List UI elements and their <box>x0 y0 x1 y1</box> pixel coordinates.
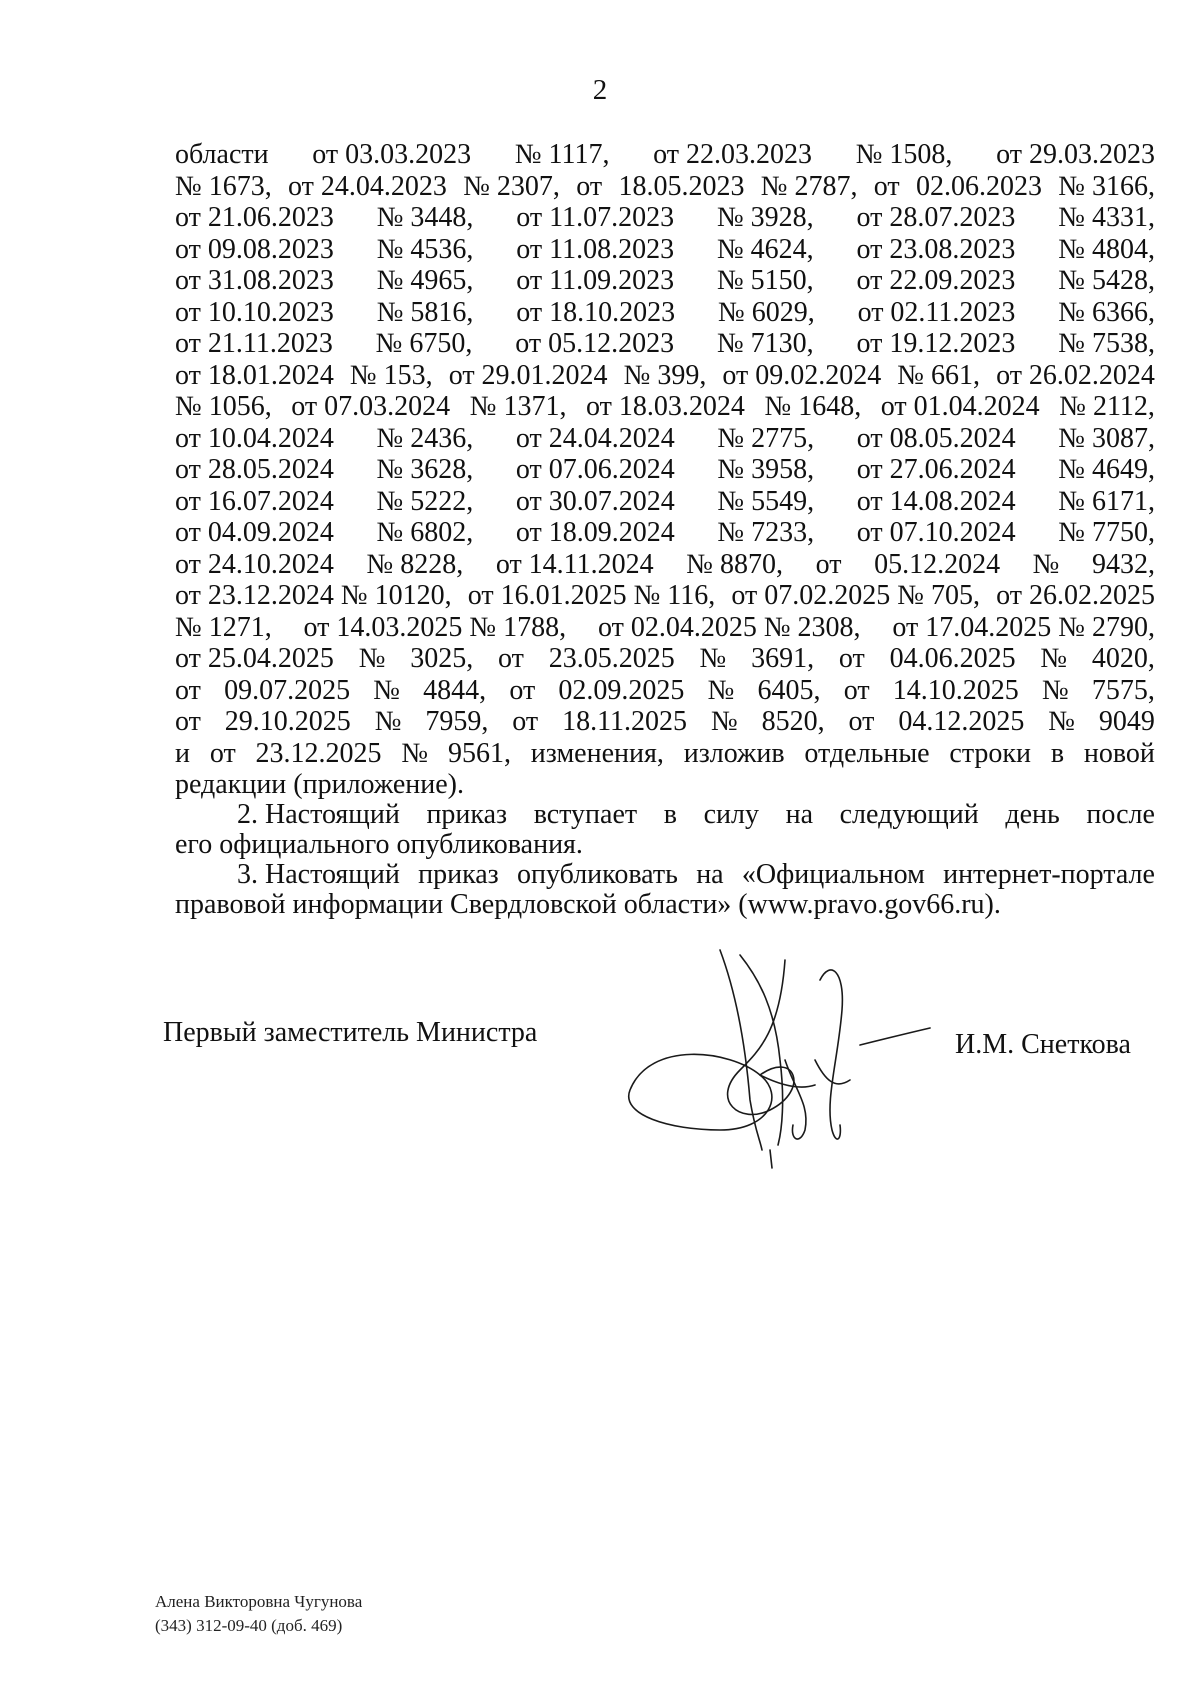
paragraph-word: день <box>1005 799 1060 830</box>
body-word: № 7538, <box>1058 328 1155 359</box>
paragraph-word: приказ <box>426 799 508 830</box>
body-word: № <box>699 643 727 674</box>
body-word: от <box>498 643 524 674</box>
body-word: 02.09.2025 <box>558 675 685 706</box>
executor-name: Алена Викторовна Чугунова <box>155 1592 363 1611</box>
paragraph-word: на <box>785 799 813 830</box>
body-word: № 4331, <box>1058 202 1155 233</box>
body-line <box>175 579 1155 613</box>
body-word: № 6802, <box>376 517 474 548</box>
body-line <box>175 516 1155 550</box>
body-word: области <box>175 139 269 170</box>
body-word: от 22.03.2023 <box>653 139 813 170</box>
body-word: и <box>175 738 190 769</box>
body-word: от 03.03.2023 <box>312 139 472 170</box>
body-word: от 09.02.2024 <box>722 360 882 391</box>
body-line <box>175 611 1155 645</box>
body-word: от 05.12.2023 <box>515 328 675 359</box>
paragraph-word: 2. Настоящий <box>237 799 400 830</box>
body-line <box>175 327 1155 361</box>
body-word: от 07.03.2024 <box>291 391 451 422</box>
body-word: 8520, <box>761 706 825 737</box>
body-word: от 16.01.2025 № 116, <box>467 580 716 611</box>
body-word: № 3166, <box>1058 171 1155 202</box>
body-word: от 30.07.2024 <box>515 486 675 517</box>
body-word: № <box>707 675 735 706</box>
body-word: 3025, <box>410 643 474 674</box>
body-word: от 26.02.2024 <box>996 360 1155 391</box>
body-word: новой <box>1083 738 1155 769</box>
body-word: от 10.04.2024 <box>175 423 334 454</box>
body-word: 3691, <box>751 643 815 674</box>
body-word: № 1508, <box>855 139 953 170</box>
body-word: от 24.04.2024 <box>515 423 675 454</box>
body-word: № 2112, <box>1059 391 1155 422</box>
paragraph-word: приказ <box>418 859 499 890</box>
body-word: № 2775, <box>717 423 815 454</box>
paragraph-3-line-2: правовой информации Свердловской области» (www.pravo.gov66.ru). <box>175 889 1001 920</box>
body-word: 7959, <box>425 706 489 737</box>
body-word: от 01.04.2024 <box>880 391 1040 422</box>
body-word: № 2307, <box>463 171 560 202</box>
body-word: от 23.12.2024 № 10120, <box>175 580 452 611</box>
body-word: от 18.10.2023 <box>516 297 676 328</box>
body-line <box>175 296 1155 330</box>
body-word: от 16.07.2024 <box>175 486 334 517</box>
body-word: № 661, <box>897 360 981 391</box>
body-word: от <box>175 675 201 706</box>
body-line <box>175 674 1155 708</box>
body-word: от 04.09.2024 <box>175 517 334 548</box>
body-word: № 6171, <box>1058 486 1155 517</box>
body-word: № 8870, <box>686 549 783 580</box>
body-word: от <box>848 706 875 737</box>
body-word: 04.12.2025 <box>898 706 1025 737</box>
body-word: от <box>512 706 539 737</box>
body-word: № 4624, <box>716 234 814 265</box>
body-line <box>175 485 1155 519</box>
signer-title: Первый заместитель Министра <box>163 1017 538 1048</box>
body-word: № 5150, <box>716 265 814 296</box>
body-line <box>175 138 1155 172</box>
body-word: от 28.05.2024 <box>175 454 334 485</box>
body-word: 18.05.2023 <box>618 171 745 202</box>
body-word: № 5816, <box>376 297 474 328</box>
body-word: от 02.04.2025 № 2308, <box>597 612 861 643</box>
body-line <box>175 642 1155 676</box>
body-word: 4020, <box>1091 643 1155 674</box>
paragraph-word: после <box>1086 799 1155 830</box>
body-word: от 18.09.2024 <box>515 517 675 548</box>
paragraph-word: «Официальном <box>741 859 925 890</box>
body-word: № 4804, <box>1058 234 1155 265</box>
body-word: от <box>175 706 201 737</box>
body-word: № 6750, <box>375 328 473 359</box>
body-word: № 5428, <box>1058 265 1155 296</box>
body-word: № 1271, <box>175 612 272 643</box>
body-word: от <box>209 738 236 769</box>
body-word: № 3448, <box>376 202 474 233</box>
body-word: от 26.02.2025 <box>996 580 1155 611</box>
body-word: от 17.04.2025 № 2790, <box>892 612 1155 643</box>
body-line <box>175 264 1155 298</box>
body-line <box>175 548 1155 582</box>
body-word: от 11.09.2023 <box>516 265 675 296</box>
body-word: № 7130, <box>716 328 814 359</box>
body-word: № <box>1041 675 1069 706</box>
body-word: от 11.08.2023 <box>516 234 675 265</box>
body-word: от 14.08.2024 <box>856 486 1016 517</box>
body-word: № 5222, <box>376 486 474 517</box>
body-word: № 7750, <box>1058 517 1155 548</box>
body-word: от 27.06.2024 <box>856 454 1016 485</box>
body-word: 9049 <box>1098 706 1155 737</box>
paragraph-3-line-1 <box>237 858 1155 892</box>
body-word: 14.10.2025 <box>892 675 1019 706</box>
paragraph-word: вступает <box>533 799 638 830</box>
body-word: от 08.05.2024 <box>856 423 1016 454</box>
body-word: № 2436, <box>376 423 474 454</box>
body-word: от 18.03.2024 <box>586 391 745 422</box>
paragraph-word: 3. Настоящий <box>237 859 400 890</box>
body-word: № 1117, <box>514 139 610 170</box>
body-word: № 3628, <box>376 454 474 485</box>
body-word: 04.06.2025 <box>889 643 1016 674</box>
body-word: от <box>815 549 842 580</box>
body-word: № 4965, <box>376 265 474 296</box>
body-word: от 07.10.2024 <box>856 517 1016 548</box>
paragraph-word: опубликовать <box>517 859 678 890</box>
paragraph-2-line-2: его официального опубликования. <box>175 829 583 860</box>
body-word: № <box>1048 706 1075 737</box>
body-word: № <box>1040 643 1068 674</box>
body-word: № <box>358 643 386 674</box>
body-word: в <box>1050 738 1065 769</box>
body-word: № <box>373 675 400 706</box>
body-word: № <box>710 706 738 737</box>
body-word: от 19.12.2023 <box>856 328 1016 359</box>
body-word: изменения, <box>530 738 664 769</box>
signer-name: И.М. Снеткова <box>955 1029 1131 1060</box>
body-word: 02.06.2023 <box>915 171 1042 202</box>
executor-phone: (343) 312-09-40 (доб. 469) <box>155 1616 343 1635</box>
body-word: от <box>873 171 900 202</box>
body-line <box>175 453 1155 487</box>
body-word: от 21.11.2023 <box>175 328 333 359</box>
body-word: 4844, <box>423 675 487 706</box>
body-word: 6405, <box>757 675 821 706</box>
body-word: 9432, <box>1092 549 1155 580</box>
body-line <box>175 737 1155 771</box>
paragraph-word: в <box>663 799 677 830</box>
body-line <box>175 390 1155 424</box>
body-word: 18.11.2025 <box>562 706 688 737</box>
body-word: от 07.02.2025 № 705, <box>731 580 980 611</box>
body-line <box>175 233 1155 267</box>
body-word: изложив <box>683 738 785 769</box>
body-word: № <box>401 738 429 769</box>
body-word: от 09.08.2023 <box>175 234 334 265</box>
body-word: от 02.11.2023 <box>857 297 1016 328</box>
body-word: от <box>576 171 603 202</box>
body-word: № 3087, <box>1058 423 1155 454</box>
body-word: от 18.01.2024 <box>175 360 334 391</box>
body-word: 23.12.2025 <box>255 738 382 769</box>
body-word: от 25.04.2025 <box>175 643 334 674</box>
handwritten-signature <box>610 940 940 1170</box>
body-word: № <box>374 706 402 737</box>
body-word: № 1673, <box>175 171 272 202</box>
body-line <box>175 705 1155 739</box>
body-word: от 07.06.2024 <box>515 454 675 485</box>
body-line <box>175 170 1155 204</box>
body-word: № <box>1032 549 1060 580</box>
body-word: от 31.08.2023 <box>175 265 334 296</box>
body-word: № 399, <box>623 360 707 391</box>
body-line <box>175 201 1155 235</box>
body-word: от 23.08.2023 <box>856 234 1016 265</box>
body-word: № 4536, <box>376 234 474 265</box>
body-word: от 14.03.2025 № 1788, <box>303 612 567 643</box>
paragraph-word: интернет-портале <box>943 859 1155 890</box>
body-line <box>175 422 1155 456</box>
body-word: № 2787, <box>760 171 858 202</box>
body-word: № 3928, <box>716 202 814 233</box>
body-line <box>175 359 1155 393</box>
body-word: от 21.06.2023 <box>175 202 334 233</box>
body-word: от 29.01.2024 <box>448 360 608 391</box>
page-number: 2 <box>592 74 608 106</box>
body-word: строки <box>949 738 1031 769</box>
body-word: от <box>509 675 536 706</box>
body-word: от 24.04.2023 <box>288 171 447 202</box>
paragraph-word: на <box>696 859 724 890</box>
body-word: № 1648, <box>764 391 862 422</box>
body-word: от 11.07.2023 <box>516 202 675 233</box>
body-word: от 14.11.2024 <box>495 549 654 580</box>
body-word: от 24.10.2024 <box>175 549 334 580</box>
paragraph-word: силу <box>703 799 759 830</box>
body-word: от 28.07.2023 <box>856 202 1016 233</box>
body-word: 29.10.2025 <box>224 706 351 737</box>
body-word: от <box>838 643 865 674</box>
body-word: № 7233, <box>717 517 815 548</box>
body-word: № 3958, <box>717 454 815 485</box>
paragraph-2-line-1 <box>237 798 1155 832</box>
body-word: № 1056, <box>175 391 272 422</box>
body-word: № 6366, <box>1058 297 1155 328</box>
body-word: № 1371, <box>469 391 567 422</box>
body-word: от <box>843 675 870 706</box>
body-word: 23.05.2025 <box>548 643 675 674</box>
body-word: № 153, <box>349 360 433 391</box>
body-word: 9561, <box>447 738 511 769</box>
body-word: № 4649, <box>1058 454 1155 485</box>
body-word: от 22.09.2023 <box>856 265 1016 296</box>
body-word: отдельные <box>804 738 930 769</box>
body-word: от 29.03.2023 <box>996 139 1155 170</box>
body-last-line: редакции (приложение). <box>175 769 464 800</box>
body-word: от 10.10.2023 <box>175 297 334 328</box>
body-word: 09.07.2025 <box>224 675 351 706</box>
body-word: 7575, <box>1091 675 1155 706</box>
body-word: 05.12.2024 <box>874 549 1001 580</box>
body-word: № 6029, <box>718 297 815 328</box>
executor-block <box>155 1590 362 1638</box>
body-word: № 8228, <box>366 549 464 580</box>
body-word: № 5549, <box>717 486 815 517</box>
paragraph-word: следующий <box>839 799 979 830</box>
